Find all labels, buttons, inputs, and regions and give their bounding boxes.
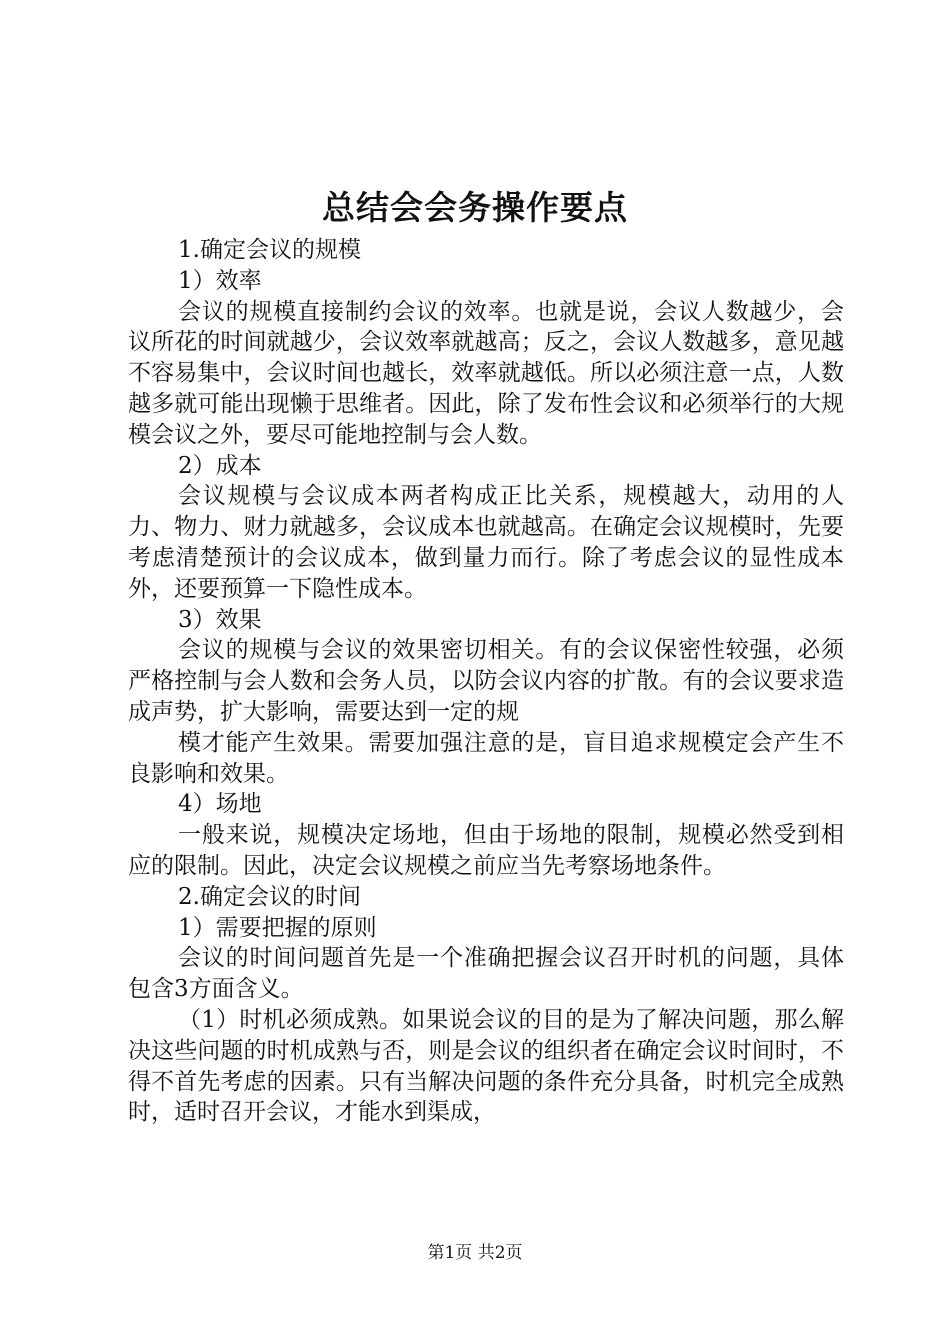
page-footer: 第1页 共2页	[427, 1243, 523, 1263]
paragraph: 会议的规模与会议的效果密切相关。有的会议保密性较强，必须严格控制与会人数和会务人员，以防会议内容的扩散。有的会议要求造成声势，扩大影响，需要达到一定的规	[128, 637, 844, 725]
heading-2: 2.确定会议的时间	[178, 883, 361, 910]
document-title: 总结会会务操作要点	[322, 188, 628, 227]
paragraph: 会议规模与会议成本两者构成正比关系，规模越大，动用的人力、物力、财力就越多，会议成本也就越高。在确定会议规模时，先要考虑清楚预计的会议成本，做到量力而行。除了考虑会议的显性成本外，还要预算一下隐性成本。	[128, 483, 844, 602]
subheading-effect: 3）效果	[178, 606, 262, 633]
paragraph: （1）时机必须成熟。如果说会议的目的是为了解决问题，那么解决这些问题的时机成熟与否，则是会议的组织者在确定会议时间时，不得不首先考虑的因素。只有当解决问题的条件充分具备，时机完全成熟时，适时召开会议，才能水到渠成，	[128, 1006, 844, 1126]
paragraph: 会议的时间问题首先是一个准确把握会议召开时机的问题，具体包含3方面含义。	[128, 945, 844, 1003]
subheading-principles: 1）需要把握的原则	[178, 914, 377, 941]
paragraph: 模才能产生效果。需要加强注意的是，盲目追求规模定会产生不良影响和效果。	[128, 729, 844, 787]
document-body	[128, 235, 844, 1128]
subheading-efficiency: 1）效率	[178, 267, 262, 294]
subheading-cost: 2）成本	[178, 452, 262, 479]
heading-1: 1.确定会议的规模	[178, 237, 361, 263]
paragraph: 一般来说，规模决定场地，但由于场地的限制，规模必然受到相应的限制。因此，决定会议规模之前应当先考察场地条件。	[128, 822, 844, 879]
subheading-venue: 4）场地	[178, 791, 262, 818]
paragraph: 会议的规模直接制约会议的效率。也就是说，会议人数越少，会议所花的时间就越少，会议效率就越高；反之，会议人数越多，意见越不容易集中，会议时间也越长，效率就越低。所以必须注意一点，人数越多就可能出现懒于思维者。因此，除了发布性会议和必须举行的大规模会议之外，要尽可能地控制与会人数。	[128, 298, 844, 448]
